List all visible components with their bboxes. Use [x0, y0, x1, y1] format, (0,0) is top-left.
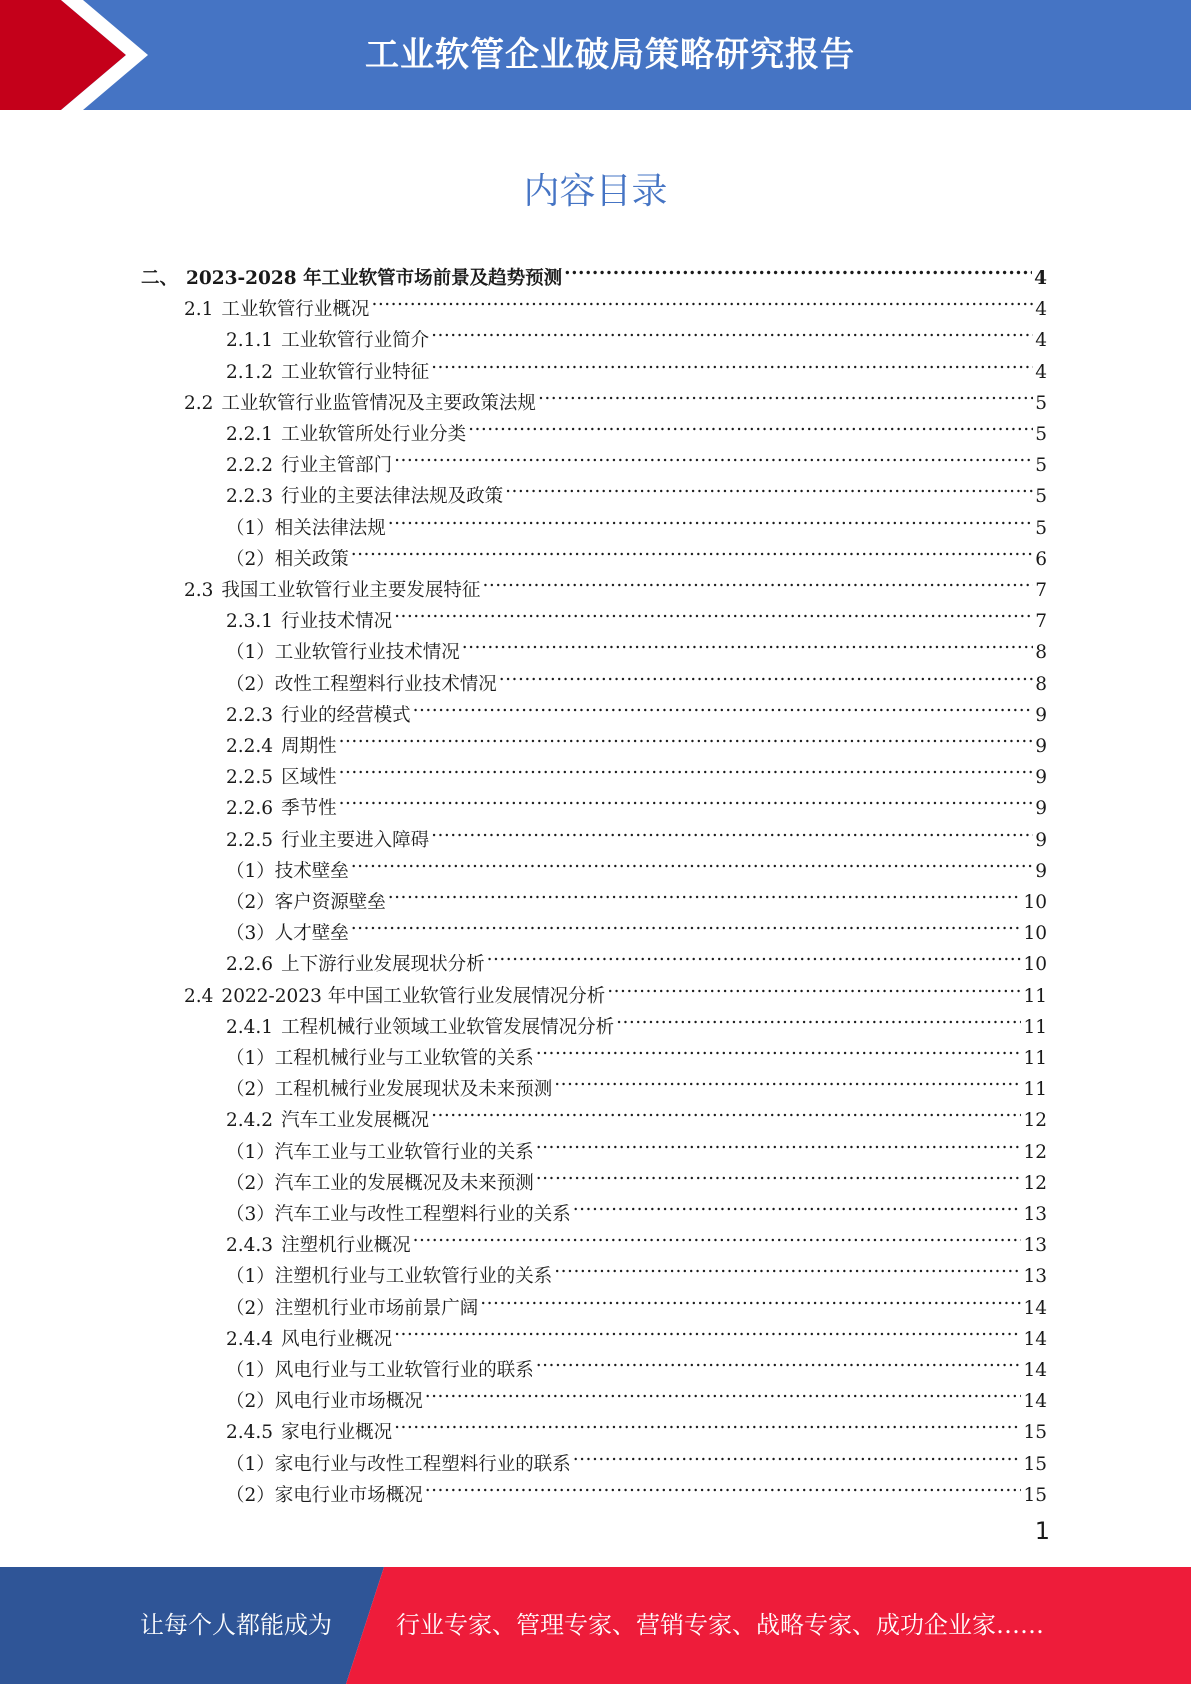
toc-entry-number: 2.4.4	[226, 1328, 274, 1350]
toc-entry-title: 汽车工业与改性工程塑料行业的关系	[274, 1204, 571, 1225]
toc-entry-title: 区域性	[281, 767, 337, 789]
toc-dot-leader	[351, 846, 1033, 877]
page-number: 1	[1034, 1517, 1050, 1545]
toc-entry[interactable]	[226, 1251, 1047, 1288]
toc-entry-title: 人才壁垒	[274, 923, 349, 945]
toc-entry-number: （1）	[226, 642, 275, 664]
toc-entry-page: 8	[1035, 673, 1047, 695]
toc-dot-leader	[536, 1345, 1022, 1376]
toc-entry-number: （3）	[226, 1204, 275, 1225]
toc-dot-leader	[616, 1002, 1021, 1033]
toc-dot-leader	[413, 690, 1034, 721]
toc-entry[interactable]	[226, 1470, 1047, 1506]
toc-entry[interactable]	[226, 877, 1047, 913]
toc-entry-page: 10	[1023, 892, 1047, 913]
toc-entry-page: 11	[1023, 985, 1047, 1007]
toc-entry-page: 10	[1023, 923, 1047, 945]
toc-dot-leader	[431, 347, 1033, 378]
toc-entry-page: 11	[1023, 1016, 1047, 1038]
toc-entry[interactable]	[226, 1439, 1047, 1475]
toc-entry[interactable]	[184, 284, 1047, 321]
toc-entry[interactable]	[226, 659, 1047, 695]
toc-entry-page: 9	[1035, 767, 1047, 789]
toc-dot-leader	[394, 440, 1033, 471]
toc-entry-number: 2.3	[184, 580, 214, 601]
toc-entry-title: 家电行业市场概况	[274, 1484, 423, 1506]
toc-entry-number: 2.4.2	[226, 1110, 274, 1132]
toc-entry-title: 工程机械行业与工业软管的关系	[274, 1048, 534, 1069]
toc-entry[interactable]	[226, 1407, 1047, 1444]
toc-entry-number: （2）	[226, 548, 275, 570]
footer-slogan-left: 让每个人都能成为	[140, 1611, 332, 1639]
toc-entry[interactable]	[226, 1376, 1047, 1413]
toc-entry-page: 9	[1035, 798, 1047, 820]
toc-dot-leader	[536, 1033, 1022, 1064]
toc-entry-title: 上下游行业发展现状分析	[281, 954, 485, 976]
toc-entry[interactable]	[226, 534, 1047, 570]
toc-entry-number: （2）	[226, 1391, 275, 1413]
toc-dot-leader	[505, 471, 1033, 502]
toc-dot-leader	[431, 815, 1033, 846]
toc-dot-leader	[480, 1283, 1021, 1314]
toc-entry-page: 12	[1023, 1172, 1047, 1194]
toc-entry-title: 行业技术情况	[281, 611, 393, 633]
toc-entry-number: （1）	[226, 1266, 275, 1288]
toc-entry-page: 14	[1023, 1391, 1047, 1413]
toc-entry[interactable]	[226, 1064, 1047, 1101]
toc-entry-number: 2.4.1	[226, 1016, 274, 1038]
toc-entry-title: 客户资源壁垒	[274, 892, 386, 913]
toc-entry-page: 6	[1035, 548, 1047, 570]
toc-entry-number: （2）	[226, 1297, 275, 1319]
toc-dot-leader	[388, 877, 1022, 908]
toc-entry-page: 10	[1023, 954, 1047, 976]
toc-entry[interactable]	[184, 971, 1047, 1007]
toc-entry-title: 周期性	[281, 736, 337, 757]
toc-entry[interactable]	[226, 1158, 1047, 1194]
toc-dot-leader	[573, 1189, 1022, 1220]
toc-dot-leader	[394, 1407, 1021, 1438]
toc-entry-number: （2）	[226, 1172, 275, 1194]
toc-dot-leader	[431, 315, 1033, 346]
toc-entry-title: 家电行业概况	[281, 1422, 393, 1444]
toc-entry[interactable]	[226, 1189, 1047, 1225]
toc-entry-number: （2）	[226, 1079, 275, 1101]
toc-entry-title: 汽车工业与工业软管行业的关系	[274, 1141, 534, 1163]
toc-dot-leader	[499, 659, 1033, 690]
toc-entry-page: 14	[1023, 1297, 1047, 1319]
toc-entry-number: 2.4	[184, 985, 214, 1007]
toc-entry-page: 8	[1035, 642, 1047, 664]
page-header	[0, 0, 1191, 110]
toc-entry-page: 13	[1023, 1235, 1047, 1257]
toc-entry[interactable]	[226, 440, 1047, 477]
toc-entry-page: 14	[1023, 1360, 1047, 1381]
toc-entry-title: 2023-2028 年工业软管市场前景及趋势预测	[186, 268, 563, 289]
toc-entry-title: 工业软管行业简介	[281, 330, 430, 352]
toc-entry-title: 相关政策	[274, 548, 349, 570]
toc-dot-leader	[388, 503, 1033, 534]
toc-entry-number: （1）	[226, 1360, 275, 1381]
report-title: 工业软管企业破局策略研究报告	[365, 35, 855, 75]
toc-entry[interactable]	[226, 1314, 1047, 1350]
toc-entry-page: 11	[1023, 1079, 1047, 1101]
toc-entry-number: （2）	[226, 673, 275, 695]
toc-entry-number: 二、	[141, 268, 179, 289]
toc-entry[interactable]	[226, 347, 1047, 383]
toc-dot-leader	[607, 971, 1021, 1002]
toc-dot-leader	[339, 783, 1034, 814]
toc-entry-number: 2.2	[184, 392, 214, 414]
toc-entry-title: 工业软管行业概况	[221, 299, 370, 321]
toc-entry[interactable]	[226, 1220, 1047, 1257]
toc-entry[interactable]	[226, 815, 1047, 851]
toc-dot-leader	[564, 253, 1032, 284]
toc-entry-title: 行业的主要法律法规及政策	[281, 486, 504, 508]
toc-entry-page: 4	[1034, 268, 1047, 289]
toc-dot-leader	[339, 721, 1034, 752]
toc-entry-number: 2.1.1	[226, 330, 274, 352]
toc-entry[interactable]	[226, 1095, 1047, 1132]
toc-entry[interactable]	[226, 409, 1047, 445]
toc-entry-page: 13	[1023, 1204, 1047, 1225]
toc-entry-title: 技术壁垒	[274, 860, 349, 882]
toc-dot-leader	[371, 284, 1033, 315]
toc-entry-page: 5	[1035, 392, 1047, 414]
toc-entry[interactable]	[226, 315, 1047, 352]
toc-entry-title: 季节性	[281, 798, 337, 820]
toc-entry[interactable]	[226, 908, 1047, 945]
toc-entry-title: 汽车工业的发展概况及未来预测	[274, 1172, 534, 1194]
toc-dot-leader	[425, 1470, 1022, 1501]
toc-entry[interactable]	[141, 253, 1047, 289]
toc-entry-number: （2）	[226, 892, 275, 913]
toc-dot-leader	[554, 1064, 1021, 1095]
page-footer	[0, 1567, 1191, 1684]
toc-dot-leader	[351, 534, 1033, 565]
toc-entry[interactable]	[226, 1002, 1047, 1038]
toc-entry[interactable]	[226, 1127, 1047, 1163]
toc-entry-page: 11	[1023, 1048, 1047, 1069]
toc-entry-title: 2022-2023 年中国工业软管行业发展情况分析	[221, 985, 606, 1007]
toc-entry-title: 汽车工业发展概况	[281, 1110, 430, 1132]
toc-dot-leader	[431, 1095, 1021, 1126]
toc-entry-number: 2.1	[184, 299, 214, 321]
toc-entry[interactable]	[226, 846, 1047, 882]
toc-entry-page: 5	[1035, 424, 1047, 445]
toc-entry-page: 4	[1035, 299, 1047, 321]
toc-entry-page: 14	[1023, 1328, 1047, 1350]
toc-entry[interactable]	[184, 378, 1047, 414]
toc-entry-title: 风电行业概况	[281, 1328, 393, 1350]
toc-entry[interactable]	[226, 783, 1047, 820]
toc-dot-leader	[394, 1314, 1021, 1345]
toc-entry-title: 行业的经营模式	[281, 704, 411, 726]
toc-entry[interactable]	[226, 939, 1047, 976]
toc-entry-title: 注塑机行业市场前景广阔	[274, 1297, 479, 1319]
toc-dot-leader	[487, 939, 1022, 970]
toc-entry-page: 9	[1035, 860, 1047, 882]
toc-entry-number: 2.2.3	[226, 486, 274, 508]
toc-entry-number: 2.2.6	[226, 798, 274, 820]
toc-entry[interactable]	[226, 690, 1047, 726]
toc-dot-leader	[554, 1251, 1021, 1282]
toc-dot-leader	[351, 908, 1022, 939]
toc-dot-leader	[394, 596, 1033, 627]
toc-entry-page: 12	[1023, 1141, 1047, 1163]
toc-entry-number: 2.2.3	[226, 704, 274, 726]
toc-entry-page: 15	[1023, 1453, 1047, 1475]
toc-entry-number: 2.4.5	[226, 1422, 274, 1444]
toc-heading: 内容目录	[523, 171, 668, 212]
toc-entry-page: 9	[1035, 829, 1047, 851]
toc-entry-title: 工业软管所处行业分类	[281, 424, 467, 445]
toc-entry-title: 行业主要进入障碍	[281, 829, 430, 851]
toc-entry-number: 2.4.3	[226, 1235, 274, 1257]
toc-entry[interactable]	[226, 721, 1047, 757]
toc-entry-title: 工程机械行业发展现状及未来预测	[274, 1079, 553, 1101]
toc-dot-leader	[482, 565, 1033, 596]
toc-dot-leader	[425, 1376, 1022, 1407]
toc-dot-leader	[413, 1220, 1022, 1251]
toc-entry-page: 5	[1035, 486, 1047, 508]
toc-dot-leader	[468, 409, 1033, 440]
toc-entry-number: 2.2.5	[226, 767, 274, 789]
toc-entry-title: 改性工程塑料行业技术情况	[274, 673, 497, 695]
toc-dot-leader	[462, 627, 1033, 658]
toc-entry-number: （3）	[226, 923, 275, 945]
toc-entry-number: （2）	[226, 1484, 275, 1506]
toc-entry-number: （1）	[226, 1048, 275, 1069]
toc-entry-page: 5	[1035, 517, 1047, 539]
toc-entry-number: 2.2.1	[226, 424, 274, 445]
toc-entry-page: 12	[1023, 1110, 1047, 1132]
toc-entry[interactable]	[226, 1345, 1047, 1381]
toc-entry-page: 4	[1035, 330, 1047, 352]
toc-dot-leader	[573, 1439, 1022, 1470]
toc-entry[interactable]	[226, 752, 1047, 789]
toc-entry-number: 2.3.1	[226, 611, 274, 633]
toc-entry-number: （1）	[226, 860, 275, 882]
toc-entry-page: 7	[1035, 611, 1047, 633]
footer-slogan-right: 行业专家、管理专家、营销专家、战略专家、成功企业家……	[396, 1611, 1044, 1639]
toc-entry-title: 行业主管部门	[281, 455, 393, 477]
toc-entry-title: 工业软管行业技术情况	[274, 642, 460, 664]
toc-entry[interactable]	[226, 471, 1047, 508]
toc-entry[interactable]	[226, 503, 1047, 539]
toc-entry[interactable]	[226, 1033, 1047, 1069]
toc-entry[interactable]	[226, 1283, 1047, 1319]
toc-dot-leader	[536, 1127, 1022, 1158]
toc-entry-number: （1）	[226, 1453, 275, 1475]
toc-entry-number: （1）	[226, 1141, 275, 1163]
toc-entry-page: 5	[1035, 455, 1047, 477]
toc-entry-title: 相关法律法规	[274, 517, 386, 539]
toc-entry-number: 2.1.2	[226, 361, 274, 383]
toc-entry-title: 家电行业与改性工程塑料行业的联系	[274, 1453, 571, 1475]
toc-entry-number: 2.2.2	[226, 455, 274, 477]
toc-entry-page: 4	[1035, 361, 1047, 383]
toc-entry-title: 注塑机行业与工业软管行业的关系	[274, 1266, 553, 1288]
toc-dot-leader	[538, 378, 1033, 409]
toc-entry-page: 9	[1035, 736, 1047, 757]
toc-entry[interactable]	[226, 627, 1047, 664]
toc-entry-title: 我国工业软管行业主要发展特征	[221, 580, 481, 601]
toc-entry-number: 2.2.5	[226, 829, 274, 851]
toc-entry-number: 2.2.4	[226, 736, 274, 757]
toc-entry-page: 7	[1035, 580, 1047, 601]
toc-entry-title: 工程机械行业领域工业软管发展情况分析	[281, 1016, 615, 1038]
toc-dot-leader	[536, 1158, 1022, 1189]
toc-entry[interactable]	[184, 565, 1047, 601]
toc-entry-number: 2.2.6	[226, 954, 274, 976]
toc-entry-title: 工业软管行业监管情况及主要政策法规	[221, 392, 536, 414]
toc-entry-title: 风电行业与工业软管行业的联系	[274, 1360, 534, 1381]
toc-entry-page: 9	[1035, 704, 1047, 726]
toc-entry-page: 13	[1023, 1266, 1047, 1288]
toc-entry-page: 15	[1023, 1422, 1047, 1444]
toc-entry-title: 风电行业市场概况	[274, 1391, 423, 1413]
toc-entry[interactable]	[226, 596, 1047, 633]
toc-dot-leader	[339, 752, 1034, 783]
toc-entry-title: 注塑机行业概况	[281, 1235, 411, 1257]
toc-entry-number: （1）	[226, 517, 275, 539]
toc-entry-title: 工业软管行业特征	[281, 361, 430, 383]
toc-entry-page: 15	[1023, 1484, 1047, 1506]
